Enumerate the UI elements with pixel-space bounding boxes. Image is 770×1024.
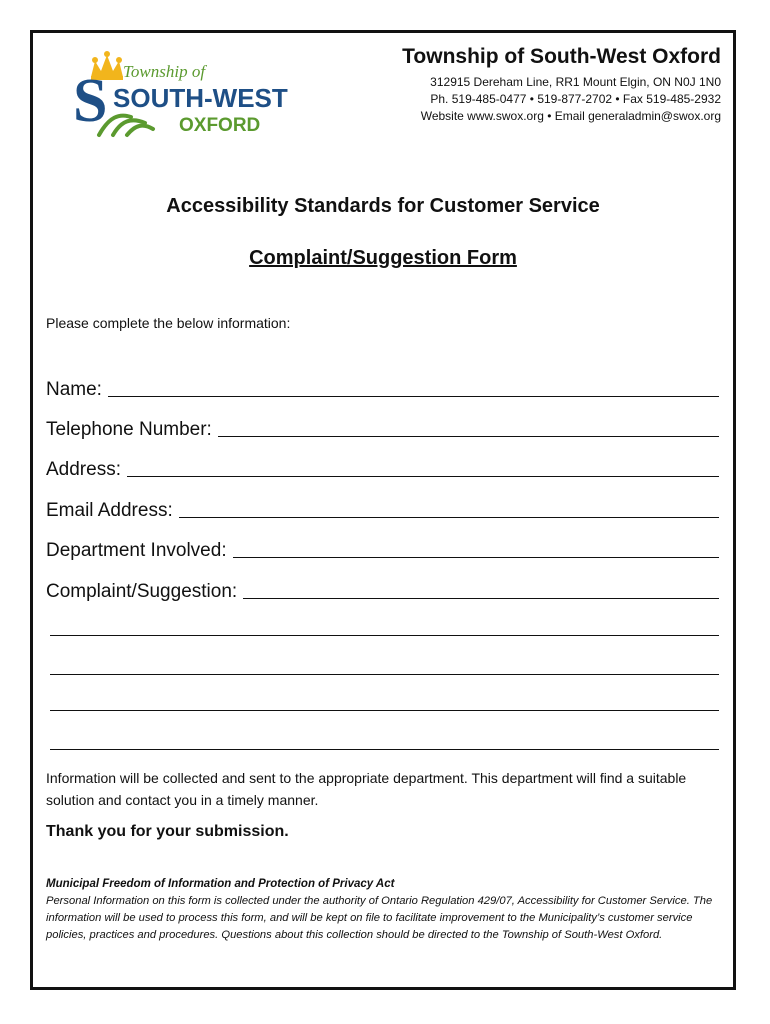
- department-input-line[interactable]: [233, 557, 719, 558]
- svg-text:OXFORD: OXFORD: [179, 115, 261, 136]
- form-heading: Accessibility Standards for Customer Service: [166, 195, 600, 217]
- telephone-input-line[interactable]: [218, 436, 719, 437]
- information-paragraph: Information will be collected and sent to the appropriate department. This department will find a suitable solution and contact you in a timely manner.: [46, 770, 687, 808]
- complaint-continuation-line[interactable]: [50, 710, 719, 711]
- complaint-continuation-line[interactable]: [50, 749, 719, 750]
- complaint-input-line[interactable]: [243, 598, 719, 599]
- complaint-continuation-line[interactable]: [50, 674, 719, 675]
- organization-name: Township of South-West Oxford: [402, 45, 721, 68]
- organization-address: 312915 Dereham Line, RR1 Mount Elgin, ON N0J 1N0: [430, 75, 721, 89]
- complaint-field[interactable]: [46, 581, 719, 603]
- email-input-line[interactable]: [179, 517, 719, 518]
- name-input-line[interactable]: [108, 396, 719, 397]
- privacy-notice: Personal Information on this form is collected under the authority of Ontario Regulation 429/07, Accessibility for Customer Service. The information will be used to process this form, and will be kept on file to facilitate improvement to the Municipality’s customer service policies, practices and procedures. Questions about this collection should be directed to the Township of South-West Oxford.: [46, 895, 713, 941]
- organization-web-email: Website www.swox.org • Email generaladmin@swox.org: [420, 109, 721, 123]
- address-input-line[interactable]: [127, 476, 719, 477]
- privacy-act-title: Municipal Freedom of Information and Protection of Privacy Act: [46, 878, 395, 890]
- email-field[interactable]: [46, 500, 719, 522]
- organization-phone: Ph. 519-485-0477 • 519-877-2702 • Fax 519-485-2932: [430, 92, 721, 106]
- thank-you-text: Thank you for your submission.: [46, 823, 289, 840]
- department-label: Department Involved:: [46, 540, 227, 561]
- complaint-continuation-line[interactable]: [50, 635, 719, 636]
- instructions-text: Please complete the below information:: [46, 315, 291, 331]
- complaint-label: Complaint/Suggestion:: [46, 581, 238, 602]
- name-label: Name:: [46, 379, 102, 400]
- telephone-field[interactable]: [46, 419, 719, 441]
- name-field[interactable]: [46, 379, 719, 401]
- telephone-label: Telephone Number:: [46, 419, 212, 440]
- svg-text:Township of: Township of: [123, 62, 206, 81]
- address-field[interactable]: [46, 459, 719, 481]
- email-label: Email Address:: [46, 500, 173, 521]
- department-field[interactable]: [46, 540, 719, 562]
- svg-text:SOUTH-WEST: SOUTH-WEST: [113, 83, 288, 113]
- form-page: [30, 30, 736, 990]
- township-logo: [69, 47, 288, 137]
- address-label: Address:: [46, 459, 121, 480]
- svg-text:S: S: [73, 67, 108, 135]
- form-title: Complaint/Suggestion Form: [249, 247, 517, 269]
